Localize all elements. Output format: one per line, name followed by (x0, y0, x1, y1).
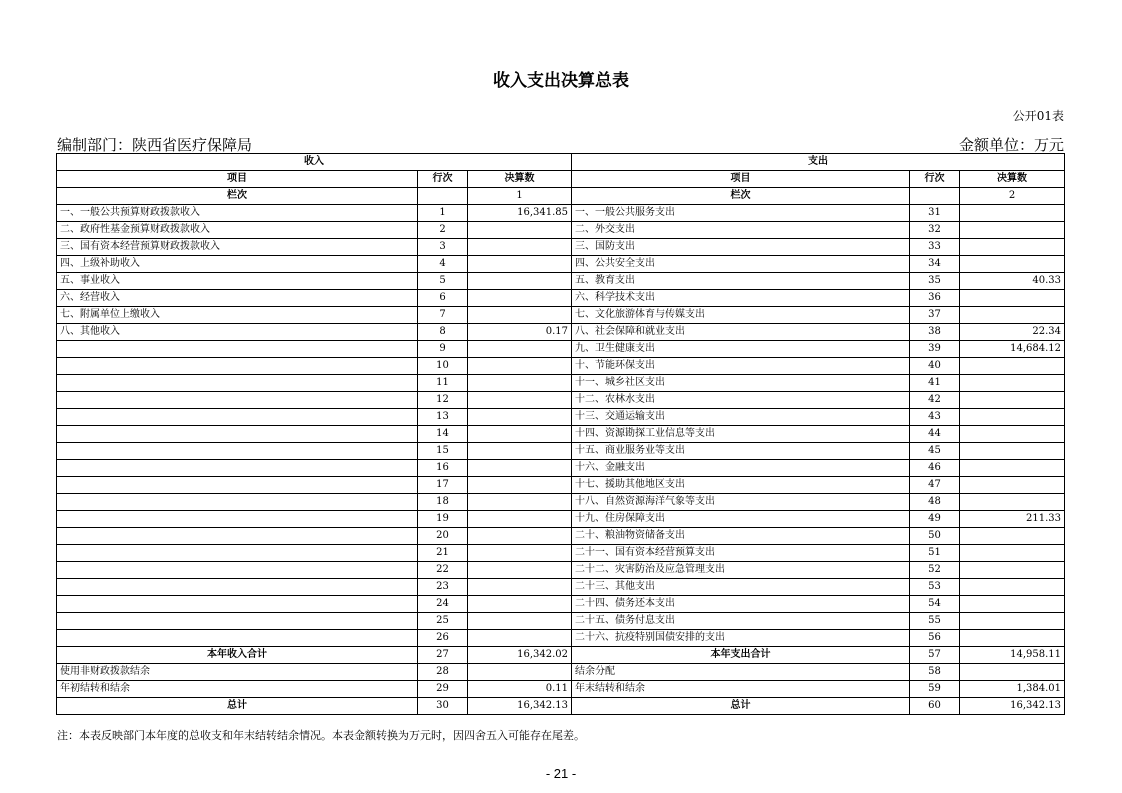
surplus-dist-label: 结余分配 (572, 664, 910, 681)
income-value-cell (468, 239, 572, 256)
expense-value-cell (960, 613, 1065, 630)
surplus-dist-value (960, 664, 1065, 681)
income-rowno-cell: 16 (418, 460, 468, 477)
income-rowno-index (418, 188, 468, 205)
expense-rowno-cell: 38 (910, 324, 960, 341)
expense-value-cell (960, 239, 1065, 256)
expense-item-cell: 二十五、债务付息支出 (572, 613, 910, 630)
header-row-sections (57, 154, 1065, 171)
expense-value-cell (960, 579, 1065, 596)
table-row (57, 256, 1065, 273)
total-income-no: 30 (418, 698, 468, 715)
income-rowno-cell: 14 (418, 426, 468, 443)
income-rowno-cell: 10 (418, 358, 468, 375)
table-row (57, 562, 1065, 579)
income-rowno-cell: 19 (418, 511, 468, 528)
expense-rowno-cell: 43 (910, 409, 960, 426)
expense-rowno-cell: 45 (910, 443, 960, 460)
income-value-cell (468, 545, 572, 562)
income-item-cell (57, 392, 418, 409)
total-expense-value: 16,342.13 (960, 698, 1065, 715)
expense-rowno-cell: 37 (910, 307, 960, 324)
expense-value-cell (960, 409, 1065, 426)
income-column-label: 栏次 (57, 188, 418, 205)
income-value-cell (468, 341, 572, 358)
expense-item-cell: 二十六、抗疫特别国债安排的支出 (572, 630, 910, 647)
expense-value-cell (960, 562, 1065, 579)
expense-item-cell: 二、外交支出 (572, 222, 910, 239)
expense-rowno-cell: 36 (910, 290, 960, 307)
grand-total-row (57, 698, 1065, 715)
expense-item-cell: 十五、商业服务业等支出 (572, 443, 910, 460)
income-rowno-cell: 11 (418, 375, 468, 392)
expense-item-cell: 十九、住房保障支出 (572, 511, 910, 528)
table-row (57, 443, 1065, 460)
expense-item-cell: 十七、援助其他地区支出 (572, 477, 910, 494)
expense-rowno-cell: 32 (910, 222, 960, 239)
surplus-dist-no: 58 (910, 664, 960, 681)
income-value-cell (468, 256, 572, 273)
expense-rowno-cell: 50 (910, 528, 960, 545)
expense-item-cell: 一、一般公共服务支出 (572, 205, 910, 222)
total-expense-label: 总计 (572, 698, 910, 715)
expense-value-cell: 22.34 (960, 324, 1065, 341)
expense-item-cell: 二十四、债务还本支出 (572, 596, 910, 613)
income-value-cell: 16,341.85 (468, 205, 572, 222)
expense-rowno-cell: 51 (910, 545, 960, 562)
income-rowno-cell: 25 (418, 613, 468, 630)
expense-item-cell: 十一、城乡社区支出 (572, 375, 910, 392)
income-expense-table (56, 153, 1065, 715)
income-value-cell: 0.17 (468, 324, 572, 341)
income-item-cell (57, 613, 418, 630)
income-value-cell (468, 579, 572, 596)
total-expense-no: 60 (910, 698, 960, 715)
total-income-value: 16,342.13 (468, 698, 572, 715)
table-row (57, 239, 1065, 256)
nonfiscal-value (468, 664, 572, 681)
table-row (57, 494, 1065, 511)
year-income-value: 16,342.02 (468, 647, 572, 664)
table-row (57, 630, 1065, 647)
income-item-cell (57, 426, 418, 443)
expense-rowno-cell: 35 (910, 273, 960, 290)
income-item-cell: 八、其他收入 (57, 324, 418, 341)
income-value-cell (468, 409, 572, 426)
begin-balance-no: 29 (418, 681, 468, 698)
end-balance-label: 年末结转和结余 (572, 681, 910, 698)
expense-item-cell: 三、国防支出 (572, 239, 910, 256)
income-value-cell (468, 460, 572, 477)
income-amount-header: 决算数 (468, 171, 572, 188)
table-row (57, 460, 1065, 477)
income-rowno-cell: 3 (418, 239, 468, 256)
expense-rowno-cell: 39 (910, 341, 960, 358)
year-total-row (57, 647, 1065, 664)
income-rowno-cell: 6 (418, 290, 468, 307)
header-row-index (57, 188, 1065, 205)
expense-item-cell: 八、社会保障和就业支出 (572, 324, 910, 341)
income-item-cell (57, 511, 418, 528)
expense-item-cell: 二十二、灾害防治及应急管理支出 (572, 562, 910, 579)
expense-item-cell: 四、公共安全支出 (572, 256, 910, 273)
income-item-cell (57, 562, 418, 579)
expense-item-cell: 六、科学技术支出 (572, 290, 910, 307)
income-item-cell (57, 545, 418, 562)
income-rowno-cell: 22 (418, 562, 468, 579)
expense-item-cell: 十、节能环保支出 (572, 358, 910, 375)
income-item-cell (57, 409, 418, 426)
income-rowno-cell: 2 (418, 222, 468, 239)
expense-item-cell: 二十、粮油物资储备支出 (572, 528, 910, 545)
income-rowno-cell: 15 (418, 443, 468, 460)
table-row (57, 409, 1065, 426)
income-item-cell: 五、事业收入 (57, 273, 418, 290)
income-rowno-cell: 20 (418, 528, 468, 545)
year-expense-label: 本年支出合计 (572, 647, 910, 664)
income-item-cell: 七、附属单位上缴收入 (57, 307, 418, 324)
expense-item-cell: 二十一、国有资本经营预算支出 (572, 545, 910, 562)
expense-value-cell: 40.33 (960, 273, 1065, 290)
income-value-cell (468, 392, 572, 409)
income-item-cell: 三、国有资本经营预算财政拨款收入 (57, 239, 418, 256)
table-row (57, 358, 1065, 375)
expense-rowno-cell: 47 (910, 477, 960, 494)
income-item-cell: 四、上级补助收入 (57, 256, 418, 273)
income-item-cell (57, 630, 418, 647)
income-item-cell (57, 443, 418, 460)
year-income-no: 27 (418, 647, 468, 664)
expense-value-cell (960, 545, 1065, 562)
begin-balance-label: 年初结转和结余 (57, 681, 418, 698)
table-row (57, 324, 1065, 341)
table-row (57, 205, 1065, 222)
expense-rowno-cell: 56 (910, 630, 960, 647)
expense-value-cell (960, 460, 1065, 477)
income-value-cell (468, 630, 572, 647)
expense-value-cell (960, 358, 1065, 375)
table-row (57, 579, 1065, 596)
expense-value-cell (960, 307, 1065, 324)
table-row (57, 392, 1065, 409)
unit-label: 金额单位：万元 (958, 136, 1064, 154)
table-row (57, 341, 1065, 358)
table-row (57, 477, 1065, 494)
table-row (57, 307, 1065, 324)
income-value-cell (468, 426, 572, 443)
expense-rowno-header: 行次 (910, 171, 960, 188)
table-row (57, 290, 1065, 307)
expense-rowno-cell: 42 (910, 392, 960, 409)
expense-value-cell (960, 205, 1065, 222)
expense-item-cell: 二十三、其他支出 (572, 579, 910, 596)
table-row (57, 613, 1065, 630)
begin-balance-value: 0.11 (468, 681, 572, 698)
income-item-cell: 六、经营收入 (57, 290, 418, 307)
expense-item-cell: 十六、金融支出 (572, 460, 910, 477)
total-income-label: 总计 (57, 698, 418, 715)
income-item-cell (57, 596, 418, 613)
income-rowno-cell: 18 (418, 494, 468, 511)
expense-amount-header: 决算数 (960, 171, 1065, 188)
income-rowno-cell: 9 (418, 341, 468, 358)
income-rowno-cell: 24 (418, 596, 468, 613)
end-balance-no: 59 (910, 681, 960, 698)
income-item-cell (57, 341, 418, 358)
income-value-cell (468, 358, 572, 375)
income-rowno-cell: 13 (418, 409, 468, 426)
income-rowno-cell: 7 (418, 307, 468, 324)
expense-value-cell (960, 630, 1065, 647)
income-section-header: 收入 (57, 154, 572, 171)
nonfiscal-label: 使用非财政拨款结余 (57, 664, 418, 681)
expense-value-cell (960, 426, 1065, 443)
table-row (57, 426, 1065, 443)
year-expense-value: 14,958.11 (960, 647, 1065, 664)
page-number: - 21 - (545, 766, 577, 781)
income-item-cell (57, 579, 418, 596)
nonfiscal-no: 28 (418, 664, 468, 681)
income-item-cell: 二、政府性基金预算财政拨款收入 (57, 222, 418, 239)
income-value-cell (468, 562, 572, 579)
expense-rowno-cell: 44 (910, 426, 960, 443)
expense-rowno-cell: 34 (910, 256, 960, 273)
income-value-cell (468, 477, 572, 494)
expense-item-cell: 十二、农林水支出 (572, 392, 910, 409)
nonfiscal-row (57, 664, 1065, 681)
expense-value-cell (960, 375, 1065, 392)
expense-rowno-cell: 41 (910, 375, 960, 392)
year-income-label: 本年收入合计 (57, 647, 418, 664)
income-item-cell (57, 477, 418, 494)
expense-rowno-cell: 31 (910, 205, 960, 222)
income-rowno-cell: 21 (418, 545, 468, 562)
income-value-cell (468, 494, 572, 511)
expense-rowno-cell: 54 (910, 596, 960, 613)
income-value-cell (468, 596, 572, 613)
form-number: 公开01表 (1012, 109, 1064, 123)
income-item-header: 项目 (57, 171, 418, 188)
table-row (57, 222, 1065, 239)
expense-item-cell: 七、文化旅游体育与传媒支出 (572, 307, 910, 324)
expense-value-cell: 211.33 (960, 511, 1065, 528)
expense-column-index: 2 (960, 188, 1065, 205)
income-rowno-cell: 23 (418, 579, 468, 596)
table-row (57, 545, 1065, 562)
footnote: 注：本表反映部门本年度的总收支和年末结转结余情况。本表金额转换为万元时，因四舍五入可能存在尾差。 (57, 729, 585, 742)
income-item-cell: 一、一般公共预算财政拨款收入 (57, 205, 418, 222)
end-balance-value: 1,384.01 (960, 681, 1065, 698)
income-item-cell (57, 494, 418, 511)
expense-item-cell: 十三、交通运输支出 (572, 409, 910, 426)
table-row (57, 375, 1065, 392)
income-rowno-cell: 26 (418, 630, 468, 647)
expense-rowno-cell: 46 (910, 460, 960, 477)
income-rowno-cell: 8 (418, 324, 468, 341)
income-rowno-cell: 4 (418, 256, 468, 273)
header-row-columns (57, 171, 1065, 188)
income-item-cell (57, 460, 418, 477)
income-value-cell (468, 511, 572, 528)
income-value-cell (468, 307, 572, 324)
expense-rowno-cell: 55 (910, 613, 960, 630)
expense-value-cell (960, 392, 1065, 409)
income-value-cell (468, 613, 572, 630)
expense-rowno-cell: 48 (910, 494, 960, 511)
income-item-cell (57, 375, 418, 392)
expense-section-header: 支出 (572, 154, 1065, 171)
expense-rowno-cell: 40 (910, 358, 960, 375)
department-label: 编制部门：陕西省医疗保障局 (57, 136, 253, 154)
income-item-cell (57, 358, 418, 375)
expense-value-cell (960, 290, 1065, 307)
expense-value-cell (960, 256, 1065, 273)
income-rowno-cell: 12 (418, 392, 468, 409)
expense-value-cell (960, 477, 1065, 494)
expense-rowno-cell: 33 (910, 239, 960, 256)
expense-rowno-cell: 49 (910, 511, 960, 528)
expense-value-cell (960, 222, 1065, 239)
table-row (57, 528, 1065, 545)
expense-item-header: 项目 (572, 171, 910, 188)
expense-value-cell (960, 528, 1065, 545)
income-rowno-cell: 1 (418, 205, 468, 222)
expense-value-cell: 14,684.12 (960, 341, 1065, 358)
income-column-index: 1 (468, 188, 572, 205)
expense-rowno-index (910, 188, 960, 205)
income-rowno-cell: 17 (418, 477, 468, 494)
expense-item-cell: 九、卫生健康支出 (572, 341, 910, 358)
expense-rowno-cell: 53 (910, 579, 960, 596)
year-expense-no: 57 (910, 647, 960, 664)
expense-value-cell (960, 443, 1065, 460)
table-row (57, 511, 1065, 528)
income-rowno-header: 行次 (418, 171, 468, 188)
expense-rowno-cell: 52 (910, 562, 960, 579)
table-row (57, 596, 1065, 613)
expense-value-cell (960, 596, 1065, 613)
expense-item-cell: 十四、资源勘探工业信息等支出 (572, 426, 910, 443)
income-value-cell (468, 290, 572, 307)
income-item-cell (57, 528, 418, 545)
income-value-cell (468, 222, 572, 239)
income-value-cell (468, 528, 572, 545)
income-rowno-cell: 5 (418, 273, 468, 290)
table-row (57, 273, 1065, 290)
expense-value-cell (960, 494, 1065, 511)
income-value-cell (468, 443, 572, 460)
expense-item-cell: 五、教育支出 (572, 273, 910, 290)
expense-column-label: 栏次 (572, 188, 910, 205)
income-value-cell (468, 375, 572, 392)
expense-item-cell: 十八、自然资源海洋气象等支出 (572, 494, 910, 511)
balance-row (57, 681, 1065, 698)
page-title: 收入支出决算总表 (493, 71, 629, 91)
income-value-cell (468, 273, 572, 290)
